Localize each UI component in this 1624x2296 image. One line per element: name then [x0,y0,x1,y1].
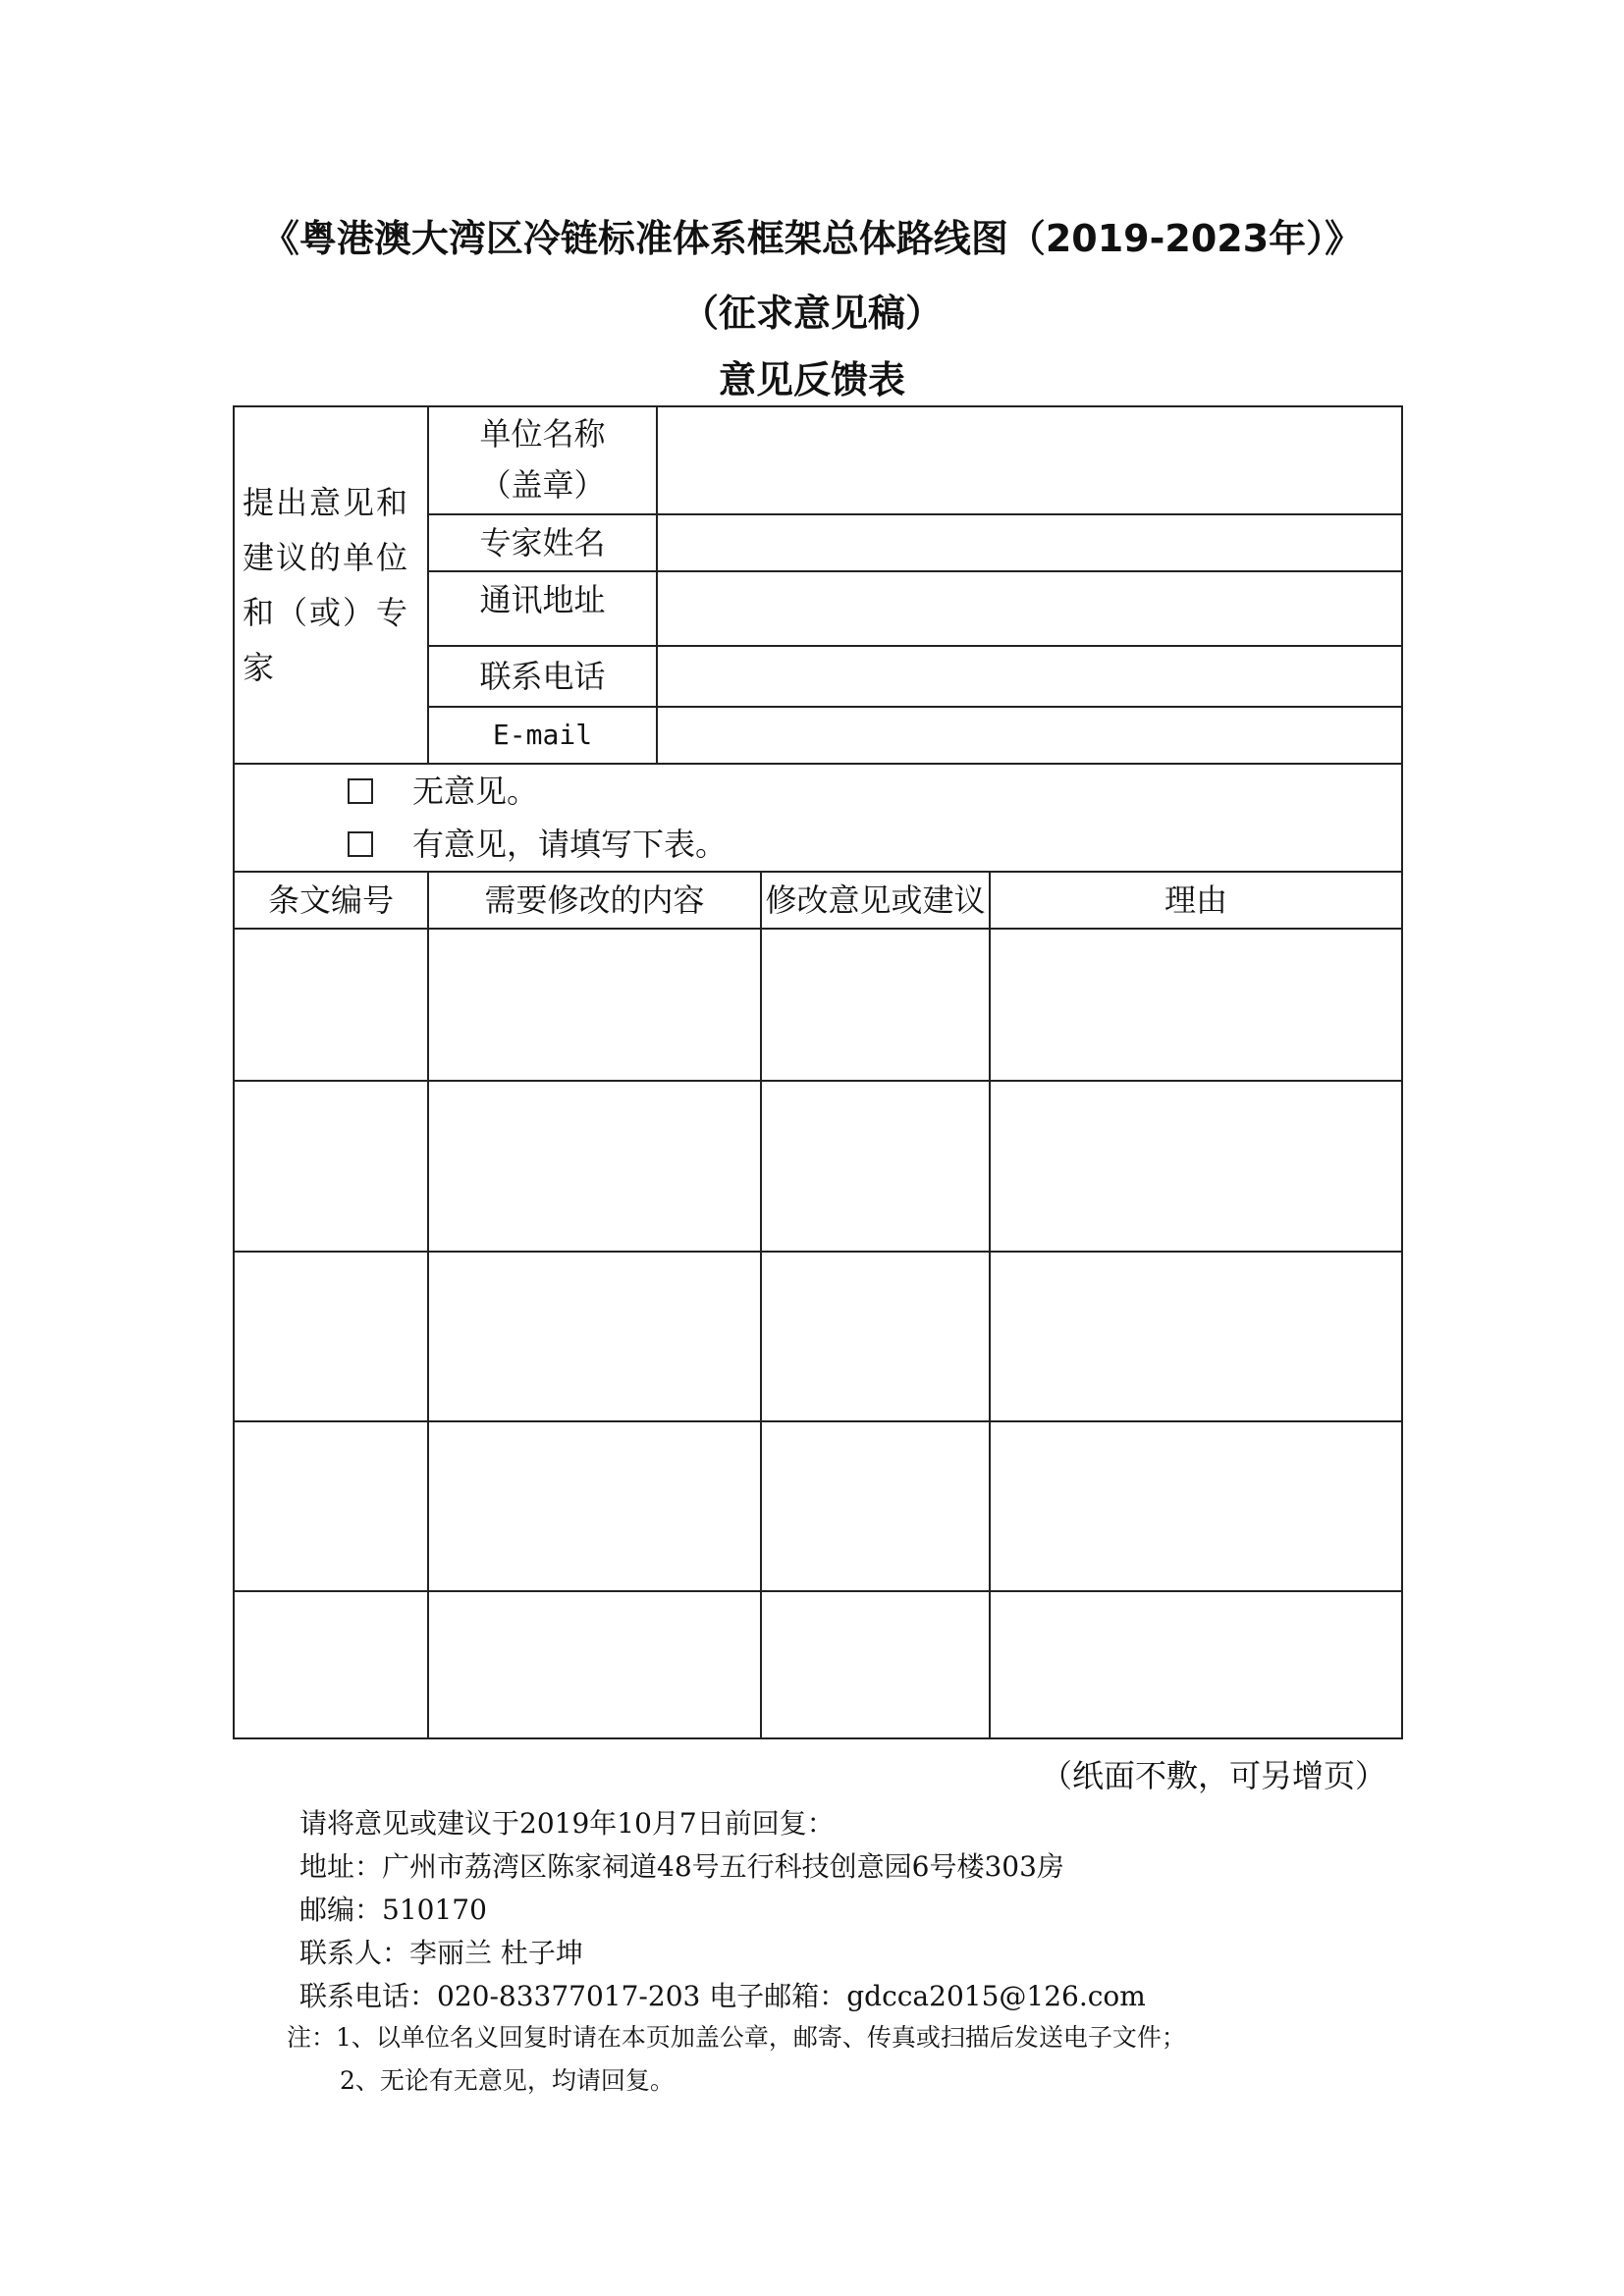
note-1: 注：1、以单位名义回复时请在本页加盖公章，邮寄、传真或扫描后发送电子文件； [287,2023,1186,2052]
cell-clause[interactable] [234,929,428,1081]
document-subtitle: （征求意见稿） [680,292,943,335]
table-row [234,1252,1402,1421]
cell-reason[interactable] [990,1591,1402,1738]
paper-note: （纸面不敷，可另增页） [1041,1757,1387,1794]
header-suggestion: 修改意见或建议 [761,872,990,929]
reply-phone-email: 联系电话：020-83377017-203 电子邮箱：gdcca2015@126.com [299,1980,1146,2012]
table-row [234,1421,1402,1591]
option-has-opinion[interactable]: 有意见，请填写下表。 [348,818,1401,871]
cell-suggestion[interactable] [761,929,990,1081]
info-group-label: 提出意见和建议的单位和（或）专家 [234,406,428,764]
cell-suggestion[interactable] [761,1591,990,1738]
cell-content[interactable] [428,1591,761,1738]
field-label-address: 通讯地址 [428,571,657,646]
feedback-form-table [233,405,1403,1739]
field-label-org: 单位名称（盖章） [428,406,657,514]
option-no-opinion[interactable]: 无意见。 [348,765,1401,818]
field-label-expert: 专家姓名 [428,514,657,571]
field-expert-input[interactable] [657,514,1402,571]
cell-clause[interactable] [234,1252,428,1421]
reply-postcode: 邮编：510170 [299,1894,487,1926]
header-reason: 理由 [990,872,1402,929]
field-address-input[interactable] [657,571,1402,646]
cell-content[interactable] [428,929,761,1081]
cell-content[interactable] [428,1421,761,1591]
cell-content[interactable] [428,1252,761,1421]
reply-address: 地址：广州市荔湾区陈家祠道48号五行科技创意园6号楼303房 [299,1850,1064,1883]
cell-suggestion[interactable] [761,1421,990,1591]
cell-clause[interactable] [234,1591,428,1738]
field-label-phone: 联系电话 [428,646,657,707]
document-title: 《粤港澳大湾区冷链标准体系框架总体路线图（2019-2023年）》 [261,217,1363,260]
field-label-email: E-mail [428,707,657,764]
cell-reason[interactable] [990,1252,1402,1421]
cell-suggestion[interactable] [761,1081,990,1252]
cell-clause[interactable] [234,1081,428,1252]
form-name: 意见反馈表 [718,358,905,401]
field-email-input[interactable] [657,707,1402,764]
reply-deadline: 请将意见或建议于2019年10月7日前回复： [299,1807,835,1840]
reply-contacts: 联系人：李丽兰 杜子坤 [299,1937,583,1969]
table-row [234,1081,1402,1252]
header-content: 需要修改的内容 [428,872,761,929]
cell-suggestion[interactable] [761,1252,990,1421]
table-row [234,1591,1402,1738]
cell-reason[interactable] [990,1081,1402,1252]
table-row [234,929,1402,1081]
checkbox-icon[interactable] [348,778,373,804]
cell-reason[interactable] [990,1421,1402,1591]
header-clause-no: 条文编号 [234,872,428,929]
note-2: 2、无论有无意见，均请回复。 [340,2066,675,2095]
cell-reason[interactable] [990,929,1402,1081]
cell-content[interactable] [428,1081,761,1252]
opinion-options [234,764,1402,872]
checkbox-icon[interactable] [348,831,373,857]
cell-clause[interactable] [234,1421,428,1591]
field-org-input[interactable] [657,406,1402,514]
field-phone-input[interactable] [657,646,1402,707]
